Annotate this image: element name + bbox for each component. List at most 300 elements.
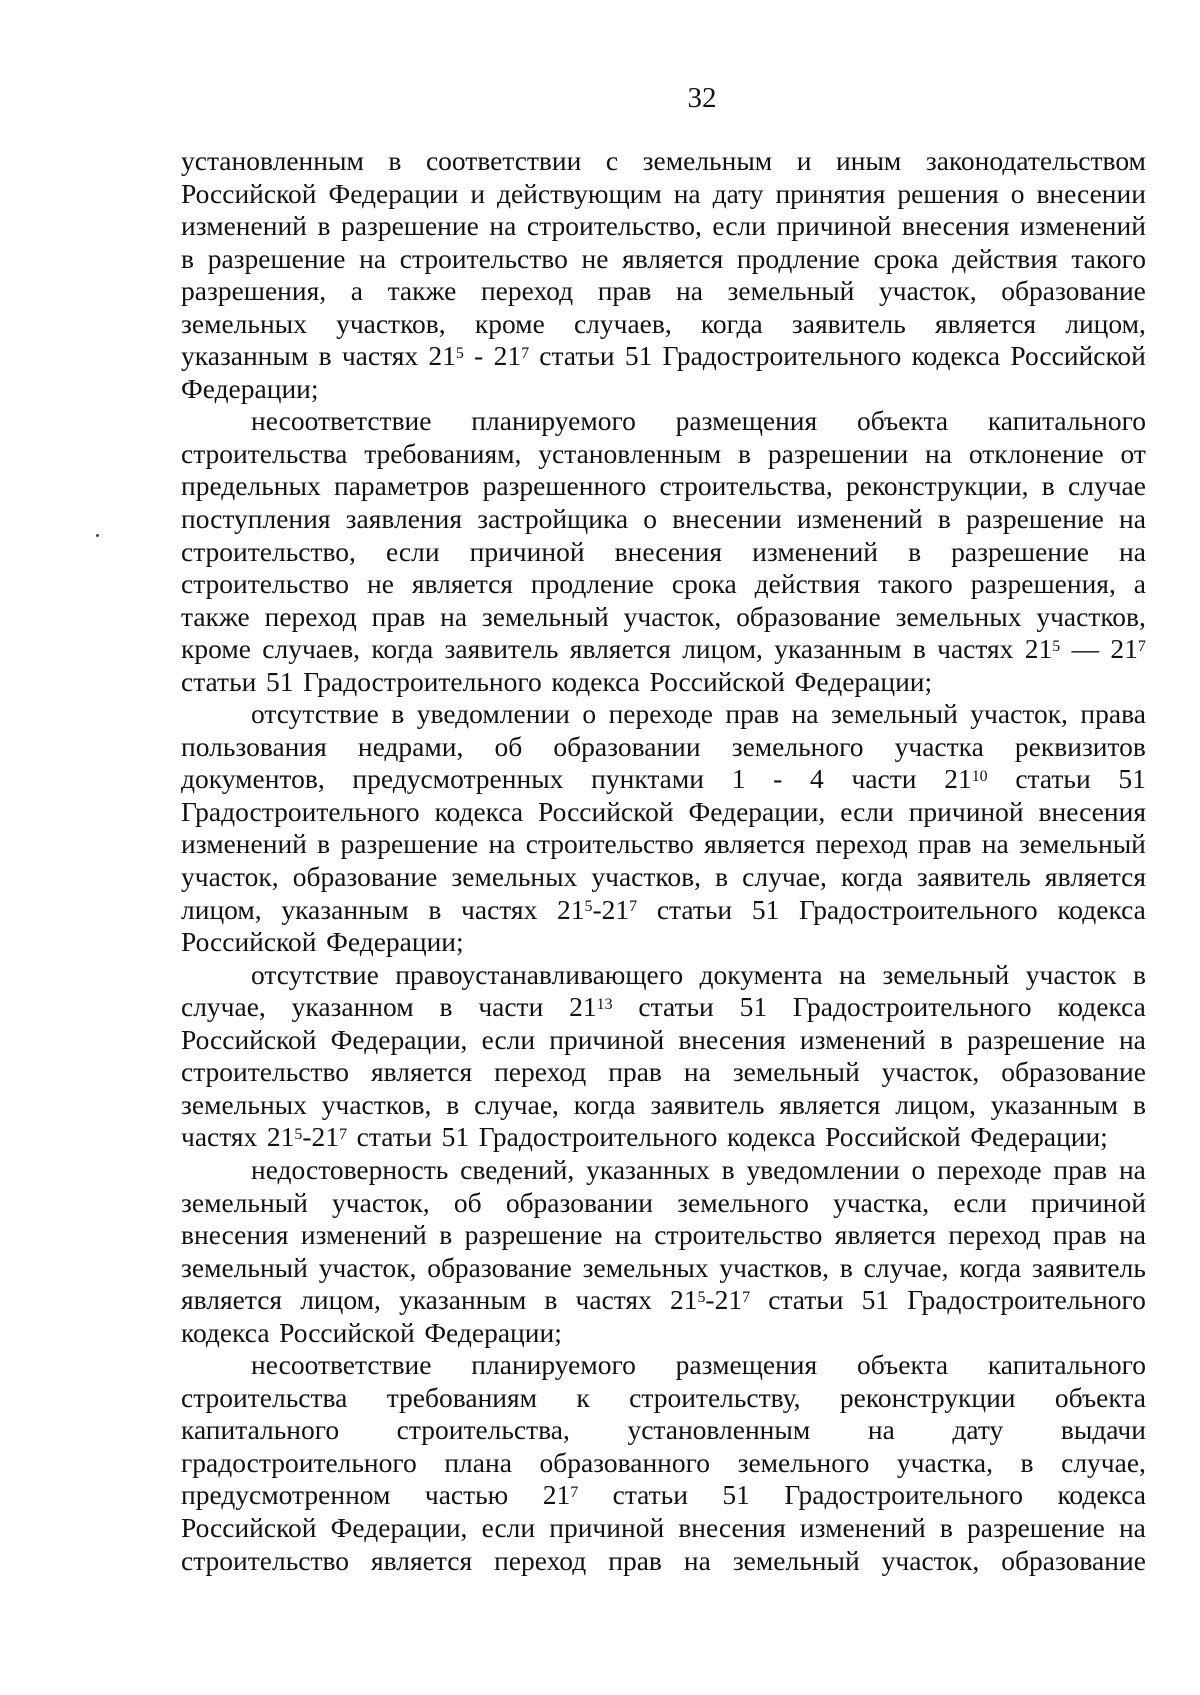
word: прав	[608, 1056, 662, 1088]
word: изменений	[799, 1023, 926, 1055]
word: статьи	[638, 991, 714, 1023]
word: указанным	[990, 1088, 1119, 1120]
word: кодекса	[1057, 893, 1146, 925]
word: образовании	[553, 730, 701, 762]
word: Федерации,	[330, 1023, 468, 1055]
word: предусмотренном	[181, 1479, 391, 1511]
word: когда	[573, 1088, 636, 1120]
word: изменений	[752, 535, 878, 567]
word: образование	[1001, 1056, 1146, 1088]
word: размещения	[675, 405, 818, 437]
word: лицом,	[181, 893, 262, 925]
word: является	[411, 568, 513, 600]
word: внесении	[672, 503, 782, 535]
word: на	[683, 1056, 711, 1088]
word: в	[939, 1511, 953, 1543]
word: также	[181, 600, 250, 632]
word: прав	[1052, 1219, 1107, 1251]
word: в	[839, 1251, 853, 1283]
paragraph	[181, 698, 1146, 958]
word: на	[614, 1219, 642, 1251]
word: участок,	[318, 1251, 417, 1283]
word: причиной	[908, 795, 1024, 827]
text-line	[181, 373, 1146, 406]
word: прав	[597, 275, 652, 307]
word: является	[704, 828, 806, 860]
word: в	[446, 1088, 460, 1120]
word: разрешение	[207, 242, 346, 274]
word: Федерации,	[330, 1511, 468, 1543]
word: выдачи	[1060, 1414, 1146, 1446]
word: пользования	[181, 730, 327, 762]
word: частях	[937, 633, 1014, 665]
word: участка	[894, 730, 984, 762]
text-line	[181, 1284, 1146, 1317]
word: на	[867, 1414, 895, 1446]
word: на	[981, 828, 1009, 860]
word: кодекса	[434, 795, 524, 827]
word: земельных	[582, 1251, 709, 1283]
word: в	[715, 861, 729, 893]
word: предусмотренных	[352, 763, 564, 795]
word: Российской	[181, 1023, 317, 1055]
word: продление	[530, 568, 654, 600]
text-line	[181, 145, 1146, 178]
word: частях	[461, 893, 538, 925]
word: продление	[736, 242, 860, 274]
word: о	[643, 503, 658, 535]
word: указанным	[181, 340, 309, 372]
word: является	[371, 1056, 473, 1088]
word: о	[911, 1153, 926, 1185]
text-line	[181, 405, 1146, 438]
word: кроме	[474, 307, 545, 339]
word: Федерации	[328, 177, 459, 209]
word: части	[851, 763, 917, 795]
scan-speck	[96, 534, 99, 537]
word: в	[317, 828, 331, 860]
word: на	[1119, 535, 1146, 567]
paragraph	[181, 1154, 1146, 1349]
word: внесения	[614, 535, 723, 567]
word: в	[937, 503, 951, 535]
text-line	[181, 1414, 1146, 1447]
word: в	[439, 1219, 453, 1251]
word: на	[440, 600, 468, 632]
word: на	[1118, 1023, 1146, 1055]
text-line	[181, 438, 1146, 471]
word: разрешенного	[482, 470, 647, 502]
word: кроме	[181, 633, 251, 665]
word: реконструкции,	[846, 470, 1029, 502]
word: является	[935, 307, 1037, 339]
text-line	[181, 601, 1146, 634]
word: переход	[480, 275, 574, 307]
text-line: статьи 51 Градостроительного кодекса Российской Федерации;	[181, 665, 933, 697]
word: отсутствие	[251, 958, 379, 990]
paragraph	[181, 1349, 1146, 1577]
word: строительство,	[181, 535, 356, 567]
word: когда	[841, 861, 903, 893]
paragraph	[181, 145, 1146, 405]
word: участок,	[970, 698, 1068, 730]
word: в	[318, 340, 332, 372]
word: участков,	[1036, 600, 1146, 632]
word: земельного	[737, 1446, 870, 1478]
text-line	[181, 568, 1146, 601]
word: случае,	[742, 861, 827, 893]
word: соответствии	[425, 145, 582, 176]
word: участков,	[321, 1088, 432, 1120]
word: участков,	[336, 307, 446, 339]
text-line	[181, 1317, 1146, 1350]
text-line	[181, 796, 1146, 829]
word: а	[1133, 568, 1146, 600]
word: изменений	[181, 828, 307, 860]
word: участок,	[881, 1544, 980, 1576]
word: Градостроительного	[792, 991, 1032, 1023]
word: 51	[751, 893, 780, 925]
word: изменений	[799, 1511, 926, 1543]
word: если	[481, 1023, 536, 1055]
word: является	[622, 242, 724, 274]
word: от	[1120, 437, 1146, 469]
word: а	[350, 275, 363, 307]
word: участок,	[181, 861, 279, 893]
word: с	[605, 145, 619, 176]
word: если	[712, 210, 766, 242]
word: разрешение	[464, 1219, 603, 1251]
word: документа	[699, 958, 823, 990]
word: участков,	[719, 1251, 829, 1283]
word: переход	[948, 1219, 1041, 1251]
word: когда	[959, 1251, 1022, 1283]
text-line	[181, 210, 1146, 243]
word: случае,	[863, 1251, 949, 1283]
word: на	[1118, 1153, 1146, 1185]
word: земельный	[1019, 828, 1146, 860]
text-line	[181, 470, 1146, 503]
word: участок,	[879, 275, 977, 307]
word: разрешение	[966, 503, 1104, 535]
word: $21^5$	[428, 340, 464, 372]
word: параметров	[333, 470, 470, 502]
word: образование	[1001, 275, 1146, 307]
word: земельных	[895, 600, 1022, 632]
text-line	[181, 1512, 1146, 1545]
word: участков,	[591, 861, 701, 893]
word: на	[925, 437, 952, 469]
word: случае,	[474, 1088, 559, 1120]
word: если	[386, 535, 440, 567]
text-line	[181, 503, 1146, 536]
word: в	[1132, 1088, 1146, 1120]
word: реквизитов	[1014, 730, 1146, 762]
word: переход	[264, 600, 357, 632]
word: Российской	[538, 795, 674, 827]
word: разрешение	[967, 1023, 1105, 1055]
word: дату	[952, 1414, 1004, 1446]
word: на	[488, 828, 516, 860]
word: к	[576, 1381, 590, 1413]
word: случае,	[181, 991, 266, 1023]
word: заявитель	[1031, 1251, 1146, 1283]
word: земельных	[451, 861, 578, 893]
word: разрешения,	[970, 568, 1116, 600]
word: земельных	[181, 307, 307, 339]
word: строительство	[181, 1544, 350, 1576]
word: лицом,	[895, 1088, 976, 1120]
word: статьи	[1015, 763, 1091, 795]
word: в	[908, 535, 922, 567]
word: на	[1118, 1511, 1146, 1543]
word: образовании	[505, 1186, 653, 1218]
word: несоответствие	[251, 1349, 432, 1381]
word: и	[470, 177, 486, 209]
page-number: 32	[687, 82, 717, 114]
word: уведомлении	[746, 1153, 900, 1185]
word: прав	[371, 600, 426, 632]
word: строительство	[181, 1056, 350, 1088]
text-line	[181, 1056, 1146, 1089]
word: случае,	[1061, 1446, 1146, 1478]
word: образование	[1001, 1544, 1146, 1576]
word: принятия	[775, 177, 886, 209]
word: строительство	[525, 828, 694, 860]
text-line	[181, 340, 1146, 373]
paragraph	[181, 405, 1146, 698]
word: частях	[575, 1284, 652, 1316]
word: строительство	[399, 242, 568, 274]
word: является	[779, 1088, 881, 1120]
word: участок,	[881, 1056, 980, 1088]
word: если	[481, 1511, 536, 1543]
word: строительство	[654, 1219, 823, 1251]
word: причиной	[549, 1511, 665, 1543]
word: установленным	[181, 145, 364, 176]
word: об	[453, 1186, 482, 1218]
word: пунктами	[591, 763, 705, 795]
word: $21^5-21^7$	[669, 1284, 751, 1316]
word: земельного	[677, 1186, 809, 1218]
word: размещения	[675, 1349, 818, 1381]
word: требованиям,	[364, 437, 522, 469]
text-line	[181, 959, 1146, 992]
text-line	[181, 1447, 1146, 1480]
word: земельный	[727, 275, 855, 307]
word: на	[359, 242, 387, 274]
word: лицом,	[682, 633, 763, 665]
word: кодекса	[1057, 1479, 1146, 1511]
word: 51	[624, 340, 653, 372]
word: недостоверность	[251, 1153, 449, 1185]
word: Российской	[181, 177, 317, 209]
word: внесения	[181, 1219, 289, 1251]
text-line	[181, 536, 1146, 569]
word: Российской	[181, 1511, 317, 1543]
word: в	[1132, 958, 1146, 990]
word: в	[721, 1153, 735, 1185]
word: случаев,	[573, 307, 672, 339]
word: действующим	[496, 177, 662, 209]
word: переходе	[608, 698, 713, 730]
text-line: Российской Федерации;	[181, 926, 464, 958]
text-line: кодекса Российской Федерации;	[181, 1316, 562, 1348]
text-line	[181, 178, 1146, 211]
word: статьи	[768, 1284, 844, 1316]
word: решения	[897, 177, 999, 209]
word: капитального	[987, 405, 1146, 437]
word: объекта	[857, 405, 949, 437]
word: 51	[861, 1284, 890, 1316]
word: разрешение	[967, 1511, 1105, 1543]
word: в	[738, 437, 752, 469]
text-line	[181, 991, 1146, 1024]
text-line	[181, 1121, 1146, 1154]
word: Градостроительного	[907, 1284, 1146, 1316]
word: строительства,	[659, 470, 833, 502]
text-line	[181, 1349, 1146, 1382]
word: предельных	[181, 470, 321, 502]
word: -	[773, 763, 783, 795]
word: Градостроительного	[784, 1479, 1023, 1511]
word: земельного	[731, 730, 864, 762]
text-line	[181, 1382, 1146, 1415]
text-line	[181, 1024, 1146, 1057]
word: земельный	[181, 1251, 308, 1283]
word: недрами,	[357, 730, 464, 762]
word: разрешение	[340, 828, 479, 860]
word: причиной	[1031, 1186, 1146, 1218]
word: изменений	[1020, 210, 1146, 242]
word: и	[796, 145, 812, 176]
word: строительства	[181, 437, 348, 469]
word: $21^{10}$	[944, 763, 988, 795]
word: земельный	[732, 1056, 860, 1088]
word: прав	[1053, 1153, 1108, 1185]
word: указанным	[281, 893, 409, 925]
word: дату	[712, 177, 764, 209]
word: 51	[1118, 763, 1146, 795]
word: в	[912, 633, 926, 665]
word: образование	[736, 600, 881, 632]
word: в	[317, 210, 331, 242]
word: кодекса	[911, 340, 1001, 372]
text-line	[181, 633, 1146, 666]
word: в	[1041, 470, 1055, 502]
text-line	[181, 1219, 1146, 1252]
word: участка,	[896, 1446, 993, 1478]
word: указанных	[586, 1153, 710, 1185]
word: Градостроительного	[181, 795, 420, 827]
word: $21^7$	[1110, 633, 1146, 665]
word: Российской	[1010, 340, 1146, 372]
word: строительству,	[629, 1381, 801, 1413]
word: уведомлении	[416, 698, 570, 730]
word: планируемого	[471, 1349, 636, 1381]
word: 51	[722, 1479, 750, 1511]
text-line: Федерации;	[181, 372, 319, 404]
word: в	[181, 242, 194, 274]
word: строительства	[181, 1381, 348, 1413]
word: на	[791, 698, 819, 730]
word: документов,	[181, 763, 325, 795]
word: частях	[341, 340, 419, 372]
word: объекта	[857, 1349, 949, 1381]
word: о	[1010, 177, 1025, 209]
word: Градостроительного	[662, 340, 902, 372]
text-line	[181, 894, 1146, 927]
word: также	[387, 275, 457, 307]
text-line	[181, 861, 1146, 894]
text-line	[181, 243, 1146, 276]
word: земельный	[732, 1544, 860, 1576]
word: в	[388, 145, 402, 176]
word: переход	[494, 1544, 587, 1576]
word: правоустанавливающего	[395, 958, 684, 990]
text-line	[181, 666, 1146, 699]
word: образование	[427, 1251, 572, 1283]
word: разрешение	[341, 210, 479, 242]
word: является	[569, 633, 671, 665]
word: образованного	[539, 1446, 710, 1478]
word: является	[371, 1544, 473, 1576]
word: $21^{13}$	[569, 991, 613, 1023]
word: является	[181, 1284, 283, 1316]
word: статьи	[612, 1479, 688, 1511]
word: причиной	[549, 1023, 665, 1055]
word: изменений	[181, 210, 307, 242]
word: иным	[836, 145, 902, 176]
document-body	[181, 145, 1146, 1577]
word: строительства,	[396, 1414, 570, 1446]
word: несоответствие	[251, 405, 432, 437]
word: законодательством	[925, 145, 1146, 176]
word: внесения	[902, 210, 1010, 242]
word: 51	[739, 991, 768, 1023]
word: внесения	[678, 1511, 786, 1543]
text-line	[181, 763, 1146, 796]
word: Федерации,	[688, 795, 826, 827]
word: статьи	[539, 340, 615, 372]
word: земельный	[181, 1186, 308, 1218]
word: части	[478, 991, 544, 1023]
word: отклонение	[968, 437, 1104, 469]
word: когда	[371, 633, 434, 665]
word: участка,	[833, 1186, 930, 1218]
text-line	[181, 828, 1146, 861]
word: 4	[810, 763, 824, 795]
word: строительство,	[526, 210, 702, 242]
text-line	[181, 1154, 1146, 1187]
word: земельных	[181, 1088, 307, 1120]
word: сведений,	[460, 1153, 575, 1185]
word: $21^5$	[1024, 633, 1061, 665]
word: поступления	[181, 503, 331, 535]
word: застройщика	[477, 503, 629, 535]
word: статьи	[656, 893, 733, 925]
word: о	[582, 698, 597, 730]
word: в	[1020, 1446, 1034, 1478]
word: срока	[873, 242, 939, 274]
word: когда	[700, 307, 763, 339]
word: градостроительного	[181, 1446, 417, 1478]
word: внесения	[1038, 795, 1146, 827]
word: в	[428, 893, 442, 925]
word: $21^7$	[493, 340, 530, 372]
word: срока	[671, 568, 737, 600]
word: на	[489, 210, 517, 242]
